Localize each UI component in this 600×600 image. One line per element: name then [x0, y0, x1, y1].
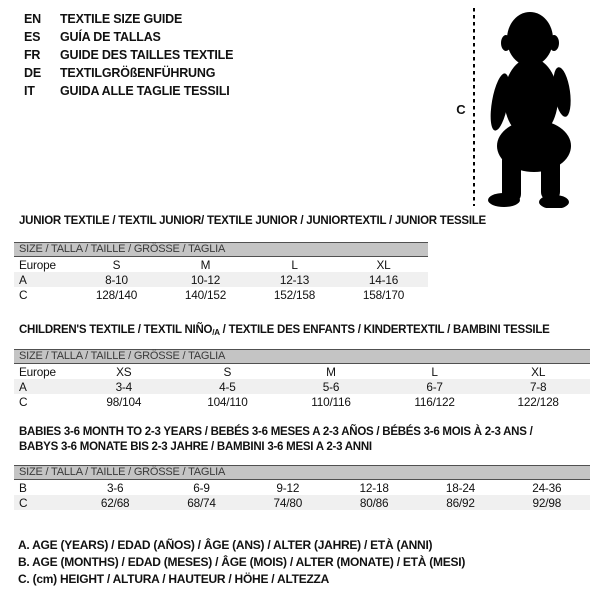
size-cell: 98/104 [106, 394, 142, 409]
size-cell: 6-7 [426, 379, 443, 394]
baby-foot-left [488, 193, 520, 207]
table-row [14, 379, 590, 394]
size-cell: M [200, 257, 211, 272]
lang-code: EN [24, 12, 41, 26]
size-cell: 5-6 [322, 379, 340, 394]
row-label: A [19, 272, 27, 287]
size-cell: 7-8 [529, 379, 547, 394]
size-cell: 3-4 [115, 379, 133, 394]
size-cell: 12-18 [359, 480, 389, 495]
size-cell: 3-6 [106, 480, 124, 495]
size-table-children [14, 323, 590, 409]
footnote-a: A. AGE (YEARS) / EDAD (AÑOS) / ÂGE (ANS) / ALTER (JAHRE) / ETÀ (ANNI) [18, 538, 433, 552]
size-cell: 80/86 [359, 495, 389, 510]
size-cell: M [326, 364, 336, 379]
size-header-bar: SIZE / TALLA / TAILLE / GRÖSSE / TAGLIA [14, 349, 590, 364]
size-cell: 4-5 [219, 379, 236, 394]
size-cell: 18-24 [445, 480, 476, 495]
lang-row-fr [24, 46, 233, 64]
size-cell: 24-36 [532, 480, 562, 495]
footnote-c: C. (cm) HEIGHT / ALTURA / HAUTEUR / HÖHE / ALTEZZA [18, 572, 330, 586]
size-cell: 110/116 [311, 394, 351, 409]
footnote-b: B. AGE (MONTHS) / EDAD (MESES) / ÂGE (MOIS) / ALTER (MONATE) / ETÀ (MESI) [18, 555, 466, 569]
size-cell: 9-12 [276, 480, 300, 495]
table-title [14, 323, 590, 340]
size-cell: 158/170 [362, 287, 405, 302]
table-row [14, 272, 428, 287]
size-cell: 116/122 [414, 394, 455, 409]
size-table-babies [14, 425, 590, 510]
lang-title: TEXTILE SIZE GUIDE [60, 12, 183, 26]
lang-row-es [24, 28, 233, 46]
size-cell: 152/158 [273, 287, 316, 302]
table-row [14, 394, 590, 409]
size-cell: L [291, 257, 298, 272]
language-title-list [24, 10, 233, 100]
title-subscript: /A [212, 328, 220, 337]
table-title-line1: BABIES 3-6 MONTH TO 2-3 YEARS / BEBÉS 3-6 MESES A 2-3 AÑOS / BÉBÉS 3-6 MOIS À 2-3 ANS / [19, 426, 533, 438]
size-table-junior [14, 214, 486, 302]
lang-row-it [24, 82, 233, 100]
row-label: Europe [19, 364, 56, 379]
size-cell: 12-13 [279, 272, 310, 287]
baby-ear-right [549, 35, 559, 51]
table-row [14, 257, 428, 272]
baby-ear-left [501, 35, 511, 51]
size-cell: 6-9 [193, 480, 210, 495]
size-cell: 86/92 [446, 495, 475, 510]
lang-code: IT [24, 84, 35, 98]
table-title-line2: BABYS 3-6 MONATE BIS 2-3 JAHRE / BAMBINI 3-6 MESI A 2-3 ANNI [19, 441, 372, 453]
size-cell: 68/74 [187, 495, 216, 510]
size-cell: 62/68 [100, 495, 130, 510]
size-cell: S [112, 257, 121, 272]
size-cell: 10-12 [190, 272, 221, 287]
lang-row-en [24, 10, 233, 28]
table-row [14, 480, 590, 495]
size-cell: 14-16 [368, 272, 399, 287]
baby-figure [470, 6, 582, 208]
table-row [14, 287, 428, 302]
table-row [14, 495, 590, 510]
lang-title: TEXTILGRÖßENFÜHRUNG [60, 66, 216, 80]
size-header-bar: SIZE / TALLA / TAILLE / GRÖSSE / TAGLIA [14, 242, 428, 257]
row-label: C [19, 394, 28, 409]
lang-title: GUÍA DE TALLAS [60, 30, 161, 44]
baby-leg-right [541, 151, 560, 201]
row-label: Europe [19, 257, 56, 272]
lang-code: FR [24, 48, 41, 62]
baby-silhouette [487, 12, 573, 208]
row-label: A [19, 379, 27, 394]
lang-row-de [24, 64, 233, 82]
size-cell: L [431, 364, 438, 379]
table-row [14, 364, 590, 379]
size-cell: 8-10 [105, 272, 128, 287]
size-cell: 140/152 [184, 287, 227, 302]
size-cell: 128/140 [95, 287, 138, 302]
size-cell: XL [531, 364, 546, 379]
size-cell: 74/80 [273, 495, 303, 510]
table-title: JUNIOR TEXTILE / TEXTIL JUNIOR/ TEXTILE JUNIOR / JUNIORTEXTIL / JUNIOR TESSILE [19, 215, 486, 227]
row-label: C [19, 495, 28, 510]
lang-code: ES [24, 30, 41, 44]
footnote-legend [18, 537, 465, 588]
size-cell: 122/128 [517, 394, 559, 409]
size-cell: S [223, 364, 232, 379]
lang-title: GUIDA ALLE TAGLIE TESSILI [60, 84, 230, 98]
row-label: B [19, 480, 27, 495]
lang-title: GUIDE DES TAILLES TEXTILE [60, 48, 234, 62]
title-part: / TEXTILE DES ENFANTS / KINDERTEXTIL / BAMBINI TESSILE [219, 324, 550, 336]
size-cell: 92/98 [532, 495, 562, 510]
lang-code: DE [24, 66, 41, 80]
title-part: CHILDREN'S TEXTILE / TEXTIL NIÑO [19, 324, 213, 336]
size-cell: XL [376, 257, 391, 272]
size-cell: 104/110 [207, 394, 248, 409]
size-header-bar: SIZE / TALLA / TAILLE / GRÖSSE / TAGLIA [14, 465, 590, 480]
height-measure-label: C [456, 102, 466, 117]
size-cell: XS [116, 364, 132, 379]
baby-head [507, 12, 553, 66]
row-label: C [19, 287, 28, 302]
